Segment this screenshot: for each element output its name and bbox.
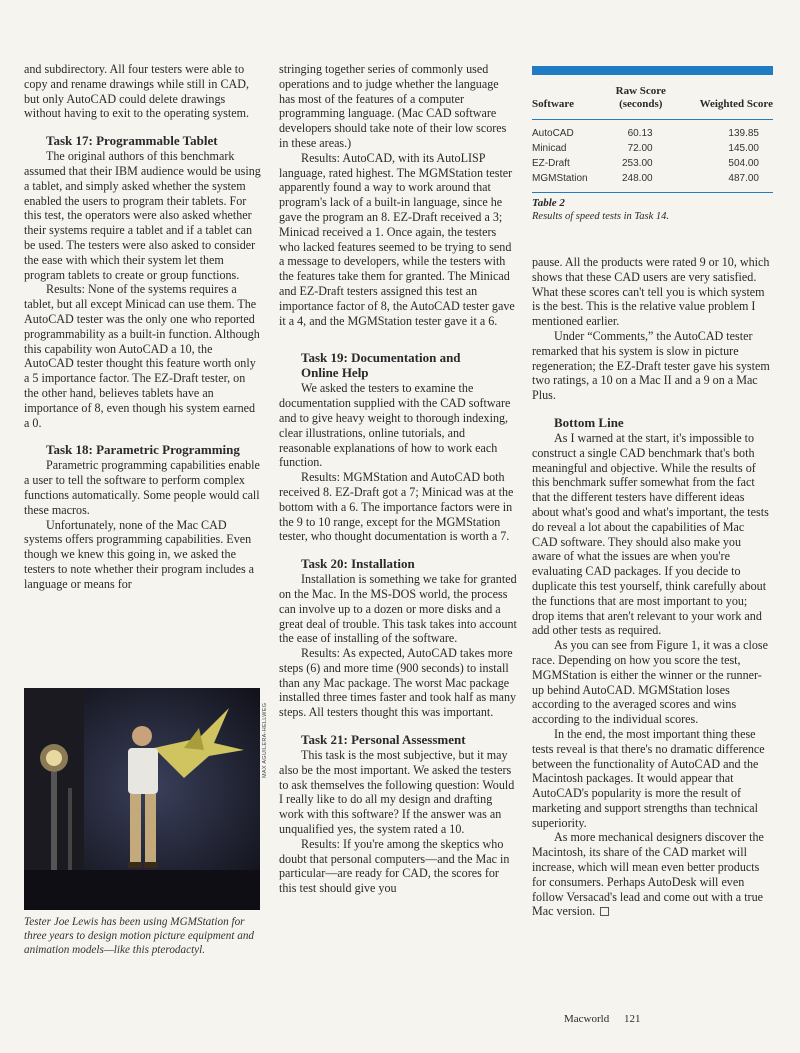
- magazine-name: Macworld: [564, 1013, 610, 1025]
- section-heading-task-19: [301, 350, 517, 380]
- paragraph: Results: MGMStation and AutoCAD both received 8. EZ-Draft got a 7; Minicad was at the bottom with a 6. The importance factors were in the 9 to 10 range, except for the MGMStation tester, who thought documentation is worth a 7.: [279, 470, 514, 544]
- paragraph: Results: AutoCAD, with its AutoLISP language, rated highest. The MGMStation tester apparently found a way to work around that program's lack of a built-in language, since he gave the program an 8. EZ-Draft received a 3; Minicad received a 1. Once again, the testers who lacked features seemed to be trying to send a message to developers, while the testers with the features take them for granted. The Minicad and EZ-Draft testers assigned this test an importance factor of 8, the AutoCAD tester gave it a 4, and the MGMStation tester gave it a 6.: [279, 150, 515, 328]
- section-heading-task-18: Task 18: Parametric Programming: [46, 442, 240, 458]
- column-2: [279, 62, 517, 896]
- section-heading-task-21: Task 21: Personal Assessment: [301, 732, 466, 748]
- column-1: [24, 62, 262, 592]
- cell-weighted: 504.00: [728, 158, 759, 169]
- paragraph: Results: If you're among the skeptics who doubt that personal computers—and the Mac in particular—are ready for CAD, the scores for this test should give you: [279, 836, 510, 896]
- paragraph: The original authors of this benchmark assumed that their IBM audience would be using a tablet, and simply asked whether the system enabled the users to program their tablets. For this test, the operators were also asked whether their systems require a tablet and if a tablet can be used. The testers were also asked to consider the ease with which their system let them program tablets to create or group functions.: [24, 149, 261, 282]
- paragraph: Installation is something we take for granted on the Mac. In the MS-DOS world, the process can involve up to a dozen or more disks and a great deal of trouble. This task takes into account the ease of installing of the software.: [279, 572, 517, 646]
- paragraph: Parametric programming capabilities enable a user to tell the software to perform complex functions automatically. Some people would call these macros.: [24, 458, 260, 517]
- speed-test-table: [532, 66, 773, 222]
- table-footer-rule: [532, 192, 773, 193]
- table-header-row: [532, 75, 773, 120]
- photo-illustration: [24, 688, 260, 910]
- cell-weighted: 487.00: [728, 173, 759, 184]
- table-row: [532, 156, 773, 171]
- header-line: (seconds): [619, 98, 663, 110]
- paragraph: [532, 727, 772, 831]
- paragraph: We asked the testers to examine the documentation supplied with the CAD software and to give heavy weight to thorough indexing, clear illustrations, online tutorials, and reasonable explanations of how to work each function.: [279, 381, 511, 470]
- paragraph: pause. All the products were rated 9 or 10, which shows that these CAD users are very satisfied. What these scores can't tell you is which system is the best. This is the relative value problem I mentioned earlier.: [532, 255, 770, 329]
- table-row: [532, 141, 773, 156]
- paragraph: [532, 830, 772, 919]
- table: [532, 75, 773, 192]
- table-row: [532, 171, 773, 192]
- paragraph: Results: As expected, AutoCAD takes more steps (6) and more time (900 seconds) to install than any Mac package. The worst Mac package installed three times faster and took half as many steps. All testers thought this was important.: [279, 646, 517, 720]
- cell-weighted: 145.00: [728, 143, 759, 154]
- cell-software: EZ-Draft: [532, 158, 570, 169]
- table-caption: Results of speed tests in Task 14.: [532, 211, 669, 222]
- column-header-raw-score: [605, 75, 677, 120]
- table-label: Table 2: [532, 197, 565, 209]
- heading-line: Task 19: Documentation and: [301, 350, 461, 366]
- paragraph: and subdirectory. All four testers were able to copy and rename drawings while still in CAD, but only AutoCAD could delete drawings without having to exit to the operating system.: [24, 62, 250, 121]
- cell-weighted: 139.85: [728, 128, 759, 139]
- column-header-weighted-score: Weighted Score: [677, 75, 773, 120]
- paragraph-text: As more mechanical designers discover the Macintosh, its share of the CAD market will increase, which will mean even better products for consumers. Perhaps AutoDesk will even follow Versacad's lead and come out with a true Mac version.: [532, 830, 764, 919]
- table-accent-bar: [532, 66, 773, 75]
- paragraph: stringing together series of commonly used operations and to judge whether the language has most of the features of a computer programming language. (Mac CAD software developers should take note of their low scores in these areas.): [279, 62, 507, 150]
- column-header-software: Software: [532, 75, 605, 120]
- photo-credit: MAX AGUILERA-HELLWEG: [262, 702, 268, 778]
- paragraph: Unfortunately, none of the Mac CAD systems offers programming capabilities. Even though we knew this going in, we asked the testers to note whether their program includes a language or means for: [24, 517, 255, 591]
- cell-raw: 253.00: [622, 158, 653, 169]
- page-number: 121: [623, 1013, 641, 1025]
- cell-raw: 60.13: [627, 128, 653, 139]
- table-row: [532, 120, 773, 142]
- paragraph-text: In the end, the most important thing these tests reveal is that there's no dramatic difference between the functionality of AutoCAD and the Macintosh packages. It would appear that AutoCAD's popularity is more the result of marketing and support strengths than technical superiority.: [532, 726, 765, 830]
- section-heading-task-20: Task 20: Installation: [301, 556, 415, 572]
- paragraph: This task is the most subjective, but it may also be the most important. We asked the testers to ask themselves the following question: Would I really like to do all my design and drafting work with this software? If the answer was an unqualified yes, the system rated a 10.: [279, 748, 515, 837]
- section-heading-bottom-line: Bottom Line: [554, 414, 624, 430]
- page-footer: [564, 1013, 640, 1025]
- photo-caption: Tester Joe Lewis has been using MGMStation for three years to design motion picture equipment and animation models—like this pterodactyl.: [24, 916, 255, 956]
- column-3: [532, 255, 772, 919]
- header-line: Raw Score: [615, 85, 666, 97]
- cell-software: MGMStation: [532, 173, 588, 184]
- cell-raw: 248.00: [622, 173, 653, 184]
- paragraph: As I warned at the start, it's impossible to construct a single CAD benchmark that's both meaningful and objective. While the results of this benchmark suffer somewhat from the fact that the different testers have different ideas about what's good and what's important, the tests do reveal a lot about the capabilities of Mac CAD software. They should also make you aware of what the issues are when you're evaluating CAD packages. If you decide to duplicate this test yourself, think carefully about the functions that are most important to you; drop items that aren't relevant to your work and add other tests as required.: [532, 430, 769, 638]
- cell-software: AutoCAD: [532, 128, 574, 139]
- cell-raw: 72.00: [627, 143, 653, 154]
- cell-software: Minicad: [532, 143, 567, 154]
- paragraph: As you can see from Figure 1, it was a close race. Depending on how you score the test, MGMStation is either the winner or the runner-up behind AutoCAD. MGMStation loses according to the averaged scores and wins according to the individual scores.: [532, 638, 768, 727]
- heading-line: Online Help: [301, 365, 369, 381]
- paragraph: Under “Comments,” the AutoCAD tester remarked that his system is slow in picture regeneration; the EZ-Draft tester gave his system two ratings, a 10 on a Mac II and a 9 on a Mac Plus.: [532, 328, 770, 403]
- paragraph: Results: None of the systems requires a tablet, but all except Minicad can use them. The AutoCAD tester was the only one who reported programmability as a built-in function. Although this capability won AutoCAD a 10, the AutoCAD tester thought this feature worth only a 5 importance factor. The EZ-Draft tester, on the other hand, believes tablets have an importance of 8, even though his system earned a 0.: [24, 282, 260, 430]
- section-heading-task-17: Task 17: Programmable Tablet: [46, 133, 218, 149]
- photo-tester-pterodactyl: [24, 688, 260, 910]
- end-mark-icon: [600, 907, 609, 916]
